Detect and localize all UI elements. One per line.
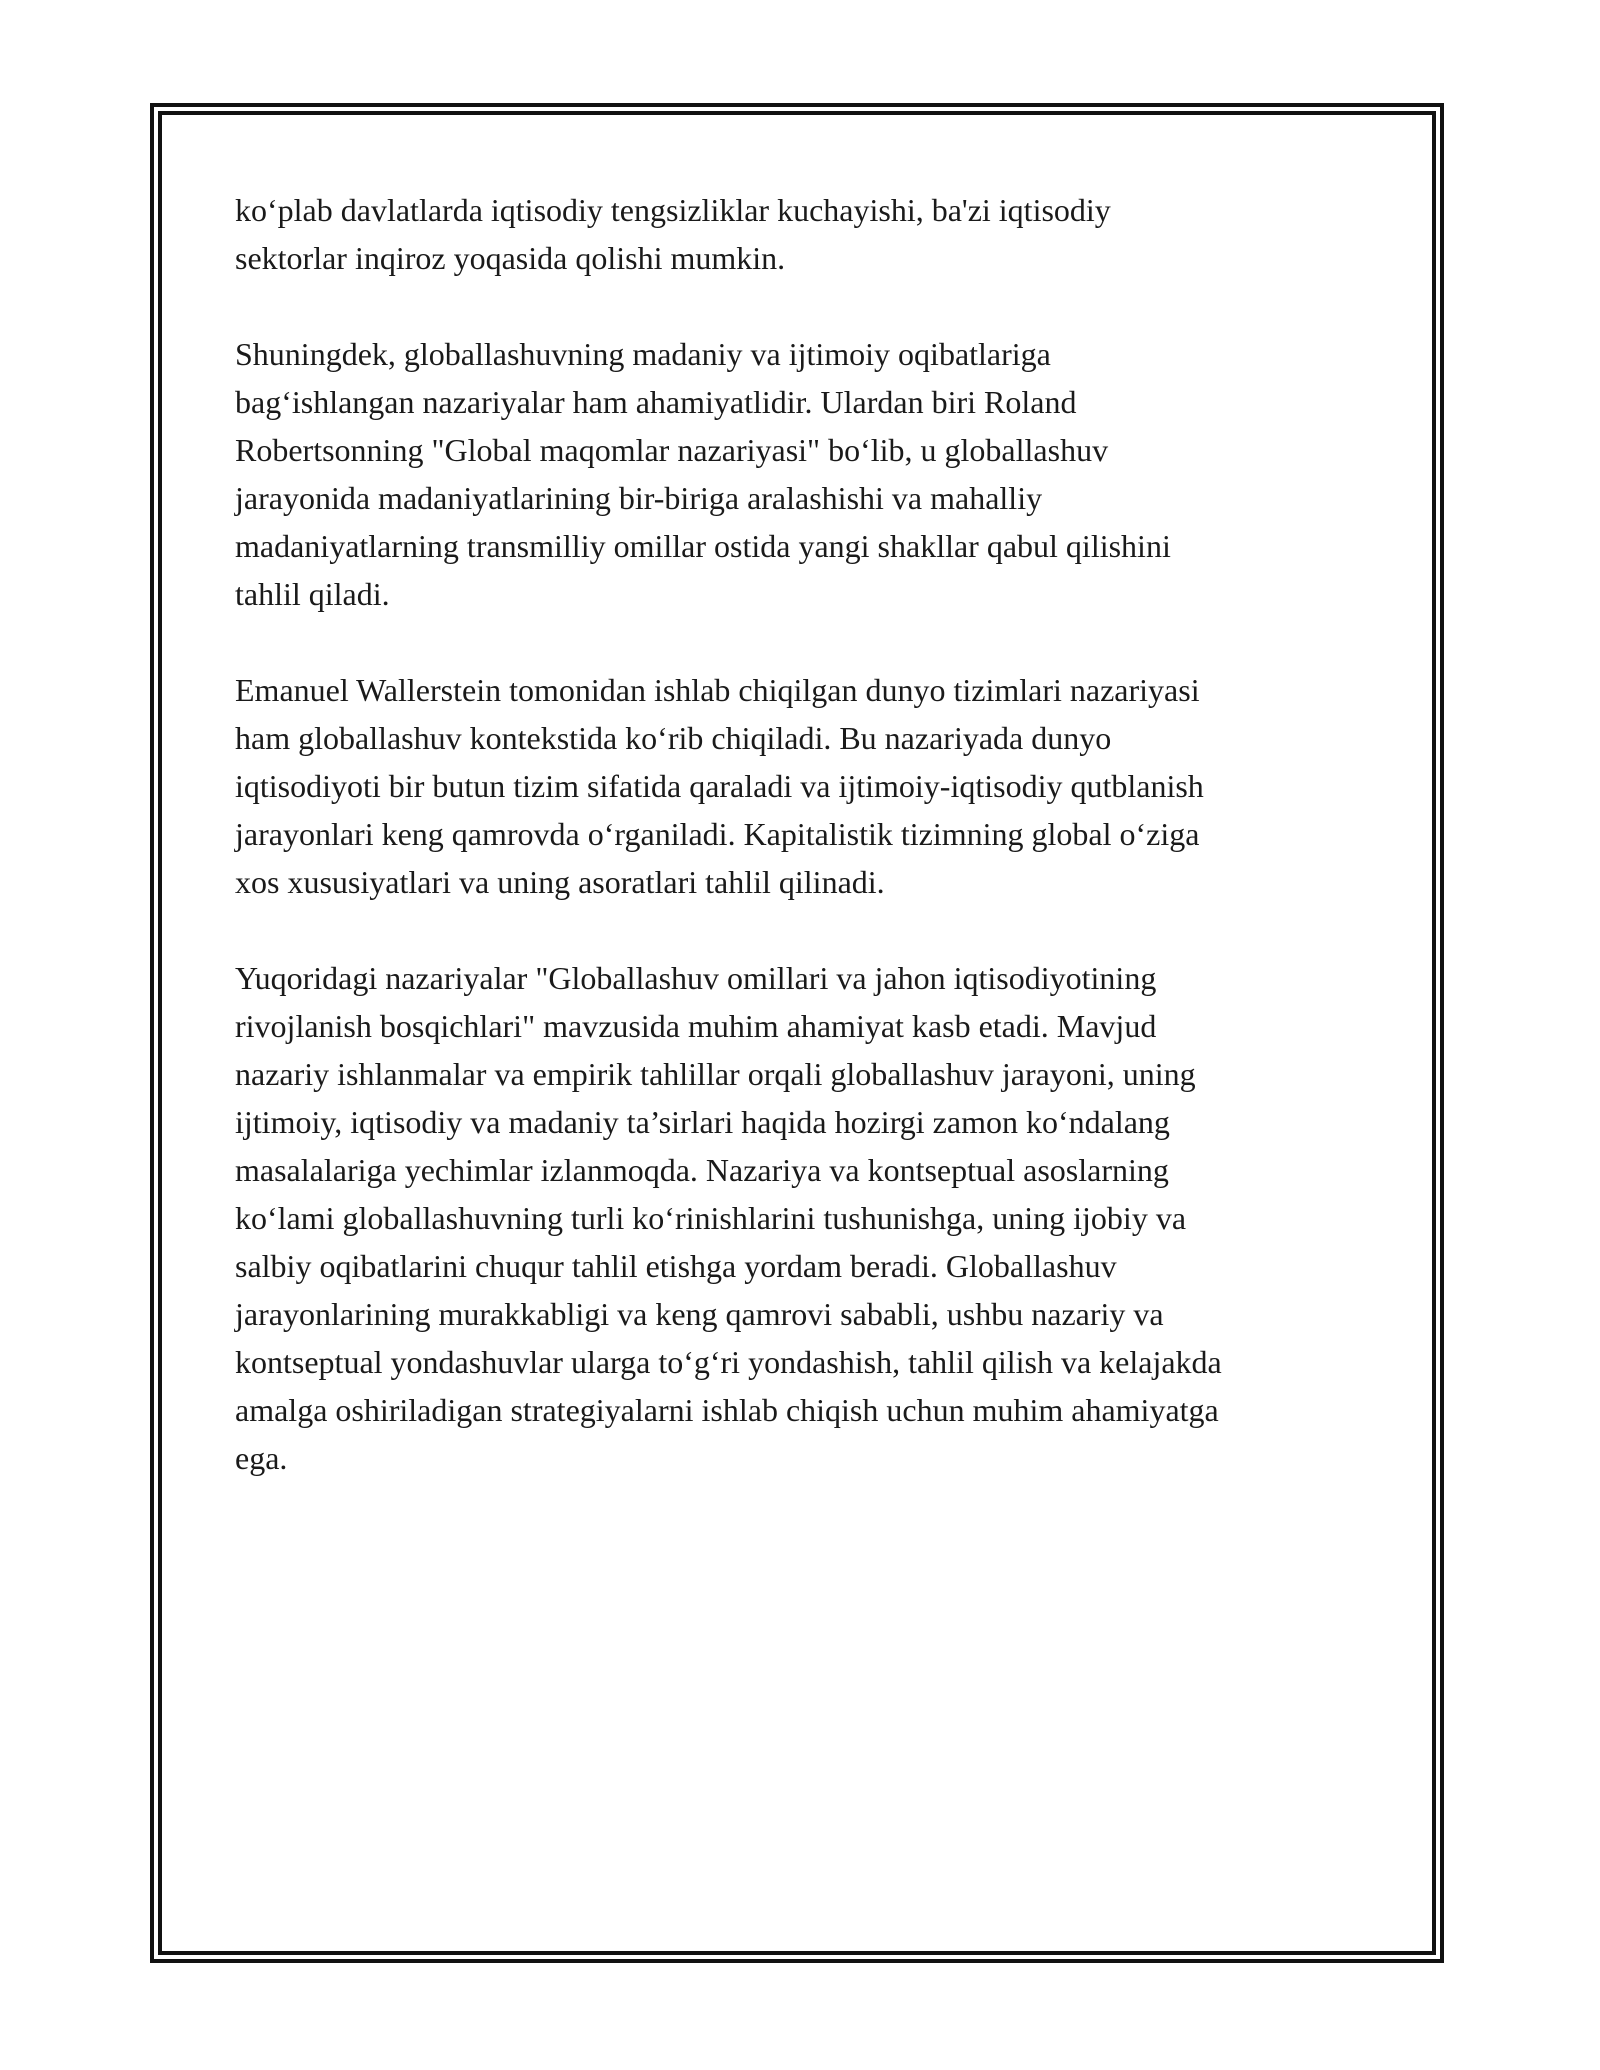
text-line: ega. (235, 1440, 288, 1476)
document-body (235, 186, 1375, 1530)
paragraph-2 (235, 330, 1375, 618)
text-line: bag‘ishlangan nazariyalar ham ahamiyatlidir. Ulardan biri Roland (235, 384, 1077, 420)
text-line: Robertsonning "Global maqomlar nazariyasi" bo‘lib, u globallashuv (235, 432, 1109, 468)
text-line: jarayonlari keng qamrovda o‘rganiladi. Kapitalistik tizimning global o‘ziga (235, 816, 1200, 852)
text-line: iqtisodiyoti bir butun tizim sifatida qaraladi va ijtimoiy-iqtisodiy qutblanish (235, 768, 1204, 804)
text-line: xos xususiyatlari va uning asoratlari tahlil qilinadi. (235, 864, 885, 900)
text-line: Emanuel Wallerstein tomonidan ishlab chiqilgan dunyo tizimlari nazariyasi (235, 672, 1200, 708)
text-line: masalalariga yechimlar izlanmoqda. Nazariya va kontseptual asoslarning (235, 1152, 1169, 1188)
text-line: nazariy ishlanmalar va empirik tahlillar orqali globallashuv jarayoni, uning (235, 1056, 1196, 1092)
paragraph-1 (235, 186, 1375, 282)
text-line: salbiy oqibatlarini chuqur tahlil etishga yordam beradi. Globallashuv (235, 1248, 1117, 1284)
text-line: jarayonida madaniyatlarining bir-biriga aralashishi va mahalliy (235, 480, 1043, 516)
text-line: ijtimoiy, iqtisodiy va madaniy ta’sirlari haqida hozirgi zamon ko‘ndalang (235, 1104, 1170, 1140)
text-line: ko‘plab davlatlarda iqtisodiy tengsizliklar kuchayishi, ba'zi iqtisodiy (235, 192, 1111, 228)
text-line: tahlil qiladi. (235, 576, 390, 612)
text-line: ko‘lami globallashuvning turli ko‘rinishlarini tushunishga, uning ijobiy va (235, 1200, 1187, 1236)
text-line: ham globallashuv kontekstida ko‘rib chiqiladi. Bu nazariyada dunyo (235, 720, 1112, 756)
text-line: Shuningdek, globallashuvning madaniy va ijtimoiy oqibatlariga (235, 336, 1051, 372)
paragraph-4 (235, 954, 1375, 1482)
text-line: rivojlanish bosqichlari" mavzusida muhim ahamiyat kasb etadi. Mavjud (235, 1008, 1157, 1044)
text-line: Yuqoridagi nazariyalar "Globallashuv omillari va jahon iqtisodiyotining (235, 960, 1157, 996)
text-line: sektorlar inqiroz yoqasida qolishi mumkin. (235, 240, 786, 276)
paragraph-3 (235, 666, 1375, 906)
text-line: jarayonlarining murakkabligi va keng qamrovi sababli, ushbu nazariy va (235, 1296, 1164, 1332)
text-line: amalga oshiriladigan strategiyalarni ishlab chiqish uchun muhim ahamiyatga (235, 1392, 1219, 1428)
text-line: madaniyatlarning transmilliy omillar ostida yangi shakllar qabul qilishini (235, 528, 1171, 564)
text-line: kontseptual yondashuvlar ularga to‘g‘ri yondashish, tahlil qilish va kelajakda (235, 1344, 1222, 1380)
